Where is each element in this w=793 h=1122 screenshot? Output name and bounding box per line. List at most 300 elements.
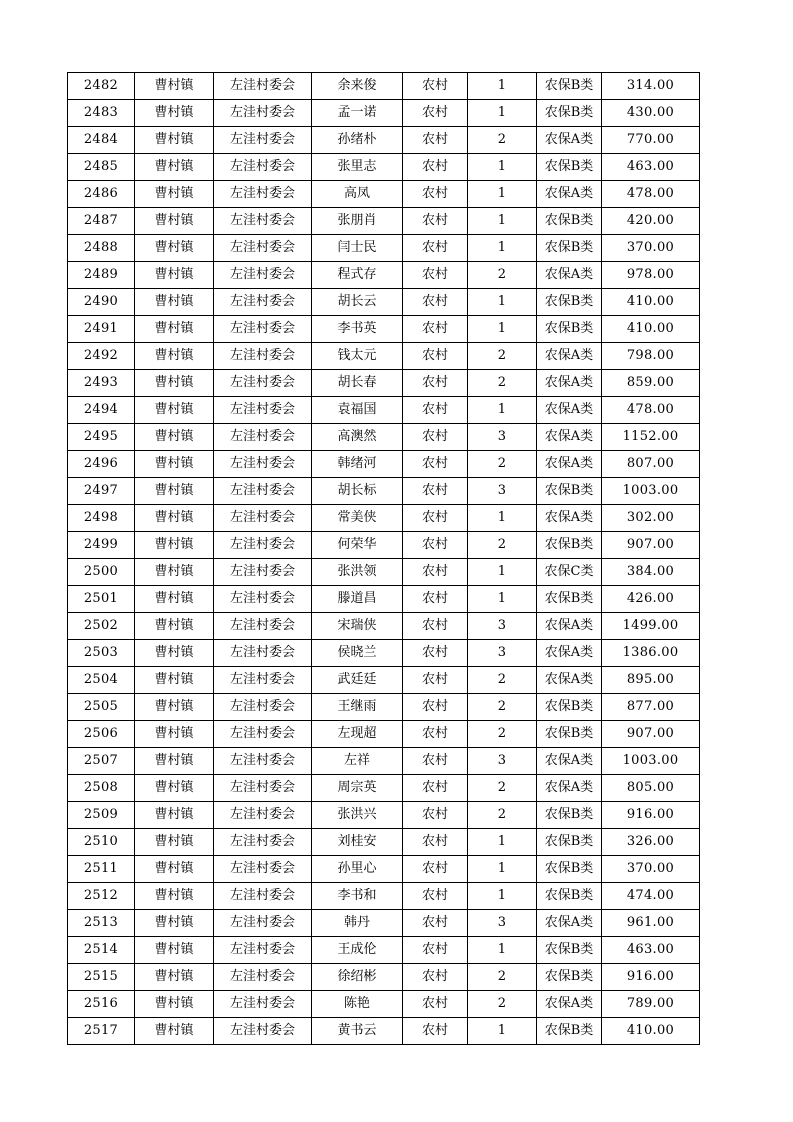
category-cell: 农保B类 <box>537 721 602 748</box>
household-type-cell: 农村 <box>403 964 468 991</box>
amount-cell: 907.00 <box>602 532 700 559</box>
serial-number-cell: 2485 <box>68 154 135 181</box>
serial-number-cell: 2484 <box>68 127 135 154</box>
household-type-cell: 农村 <box>403 883 468 910</box>
category-cell: 农保A类 <box>537 181 602 208</box>
household-size-cell: 2 <box>468 964 537 991</box>
name-cell: 徐绍彬 <box>312 964 403 991</box>
category-cell: 农保B类 <box>537 73 602 100</box>
serial-number-cell: 2489 <box>68 262 135 289</box>
household-type-cell: 农村 <box>403 532 468 559</box>
amount-cell: 384.00 <box>602 559 700 586</box>
table-row <box>68 775 700 802</box>
amount-cell: 326.00 <box>602 829 700 856</box>
category-cell: 农保A类 <box>537 991 602 1018</box>
name-cell: 胡长春 <box>312 370 403 397</box>
town-cell: 曹村镇 <box>135 721 214 748</box>
category-cell: 农保A类 <box>537 505 602 532</box>
table-row <box>68 262 700 289</box>
town-cell: 曹村镇 <box>135 910 214 937</box>
town-cell: 曹村镇 <box>135 667 214 694</box>
village-committee-cell: 左洼村委会 <box>214 721 312 748</box>
category-cell: 农保A类 <box>537 424 602 451</box>
household-size-cell: 1 <box>468 559 537 586</box>
household-size-cell: 1 <box>468 100 537 127</box>
town-cell: 曹村镇 <box>135 883 214 910</box>
amount-cell: 859.00 <box>602 370 700 397</box>
amount-cell: 420.00 <box>602 208 700 235</box>
table-row <box>68 964 700 991</box>
category-cell: 农保B类 <box>537 208 602 235</box>
household-type-cell: 农村 <box>403 613 468 640</box>
village-committee-cell: 左洼村委会 <box>214 991 312 1018</box>
serial-number-cell: 2491 <box>68 316 135 343</box>
name-cell: 张朋肖 <box>312 208 403 235</box>
name-cell: 左祥 <box>312 748 403 775</box>
household-size-cell: 1 <box>468 154 537 181</box>
household-size-cell: 1 <box>468 505 537 532</box>
name-cell: 钱太元 <box>312 343 403 370</box>
table-row <box>68 478 700 505</box>
household-type-cell: 农村 <box>403 370 468 397</box>
household-type-cell: 农村 <box>403 262 468 289</box>
village-committee-cell: 左洼村委会 <box>214 370 312 397</box>
town-cell: 曹村镇 <box>135 235 214 262</box>
amount-cell: 370.00 <box>602 856 700 883</box>
household-size-cell: 1 <box>468 829 537 856</box>
serial-number-cell: 2502 <box>68 613 135 640</box>
village-committee-cell: 左洼村委会 <box>214 316 312 343</box>
amount-cell: 426.00 <box>602 586 700 613</box>
town-cell: 曹村镇 <box>135 451 214 478</box>
amount-cell: 1003.00 <box>602 748 700 775</box>
serial-number-cell: 2508 <box>68 775 135 802</box>
category-cell: 农保B类 <box>537 289 602 316</box>
household-size-cell: 1 <box>468 316 537 343</box>
household-size-cell: 2 <box>468 667 537 694</box>
category-cell: 农保B类 <box>537 100 602 127</box>
amount-cell: 916.00 <box>602 964 700 991</box>
household-type-cell: 农村 <box>403 127 468 154</box>
serial-number-cell: 2509 <box>68 802 135 829</box>
table-row <box>68 343 700 370</box>
amount-cell: 474.00 <box>602 883 700 910</box>
village-committee-cell: 左洼村委会 <box>214 802 312 829</box>
household-type-cell: 农村 <box>403 829 468 856</box>
amount-cell: 463.00 <box>602 154 700 181</box>
amount-cell: 463.00 <box>602 937 700 964</box>
name-cell: 余来俊 <box>312 73 403 100</box>
table-row <box>68 640 700 667</box>
amount-cell: 907.00 <box>602 721 700 748</box>
household-type-cell: 农村 <box>403 154 468 181</box>
serial-number-cell: 2495 <box>68 424 135 451</box>
town-cell: 曹村镇 <box>135 505 214 532</box>
serial-number-cell: 2507 <box>68 748 135 775</box>
table-row <box>68 370 700 397</box>
village-committee-cell: 左洼村委会 <box>214 181 312 208</box>
household-size-cell: 1 <box>468 73 537 100</box>
town-cell: 曹村镇 <box>135 316 214 343</box>
household-type-cell: 农村 <box>403 991 468 1018</box>
amount-cell: 430.00 <box>602 100 700 127</box>
household-type-cell: 农村 <box>403 397 468 424</box>
household-size-cell: 2 <box>468 451 537 478</box>
category-cell: 农保B类 <box>537 532 602 559</box>
household-size-cell: 1 <box>468 181 537 208</box>
amount-cell: 805.00 <box>602 775 700 802</box>
town-cell: 曹村镇 <box>135 802 214 829</box>
table-row <box>68 424 700 451</box>
serial-number-cell: 2515 <box>68 964 135 991</box>
village-committee-cell: 左洼村委会 <box>214 667 312 694</box>
table-row <box>68 208 700 235</box>
serial-number-cell: 2504 <box>68 667 135 694</box>
category-cell: 农保B类 <box>537 1018 602 1045</box>
serial-number-cell: 2494 <box>68 397 135 424</box>
village-committee-cell: 左洼村委会 <box>214 451 312 478</box>
name-cell: 陈艳 <box>312 991 403 1018</box>
household-type-cell: 农村 <box>403 1018 468 1045</box>
category-cell: 农保B类 <box>537 478 602 505</box>
village-committee-cell: 左洼村委会 <box>214 775 312 802</box>
name-cell: 侯晓兰 <box>312 640 403 667</box>
serial-number-cell: 2498 <box>68 505 135 532</box>
town-cell: 曹村镇 <box>135 991 214 1018</box>
amount-cell: 410.00 <box>602 316 700 343</box>
household-size-cell: 1 <box>468 289 537 316</box>
household-size-cell: 3 <box>468 748 537 775</box>
category-cell: 农保B类 <box>537 154 602 181</box>
amount-cell: 877.00 <box>602 694 700 721</box>
table-row <box>68 559 700 586</box>
name-cell: 张洪领 <box>312 559 403 586</box>
category-cell: 农保B类 <box>537 316 602 343</box>
serial-number-cell: 2505 <box>68 694 135 721</box>
table-row <box>68 100 700 127</box>
household-type-cell: 农村 <box>403 73 468 100</box>
amount-cell: 410.00 <box>602 289 700 316</box>
amount-cell: 807.00 <box>602 451 700 478</box>
household-size-cell: 2 <box>468 532 537 559</box>
category-cell: 农保B类 <box>537 883 602 910</box>
town-cell: 曹村镇 <box>135 640 214 667</box>
category-cell: 农保A类 <box>537 748 602 775</box>
name-cell: 刘桂安 <box>312 829 403 856</box>
serial-number-cell: 2501 <box>68 586 135 613</box>
name-cell: 武廷廷 <box>312 667 403 694</box>
amount-cell: 302.00 <box>602 505 700 532</box>
household-size-cell: 2 <box>468 775 537 802</box>
category-cell: 农保A类 <box>537 127 602 154</box>
serial-number-cell: 2493 <box>68 370 135 397</box>
category-cell: 农保A类 <box>537 397 602 424</box>
village-committee-cell: 左洼村委会 <box>214 505 312 532</box>
amount-cell: 410.00 <box>602 1018 700 1045</box>
name-cell: 高澳然 <box>312 424 403 451</box>
amount-cell: 1386.00 <box>602 640 700 667</box>
village-committee-cell: 左洼村委会 <box>214 586 312 613</box>
town-cell: 曹村镇 <box>135 208 214 235</box>
table-row <box>68 748 700 775</box>
name-cell: 王继雨 <box>312 694 403 721</box>
amount-cell: 478.00 <box>602 181 700 208</box>
table-row <box>68 586 700 613</box>
name-cell: 韩丹 <box>312 910 403 937</box>
town-cell: 曹村镇 <box>135 613 214 640</box>
table-row <box>68 937 700 964</box>
serial-number-cell: 2497 <box>68 478 135 505</box>
amount-cell: 789.00 <box>602 991 700 1018</box>
village-committee-cell: 左洼村委会 <box>214 478 312 505</box>
name-cell: 高凤 <box>312 181 403 208</box>
town-cell: 曹村镇 <box>135 775 214 802</box>
serial-number-cell: 2490 <box>68 289 135 316</box>
village-committee-cell: 左洼村委会 <box>214 829 312 856</box>
table-row <box>68 694 700 721</box>
name-cell: 孟一诺 <box>312 100 403 127</box>
name-cell: 周宗英 <box>312 775 403 802</box>
town-cell: 曹村镇 <box>135 1018 214 1045</box>
village-committee-cell: 左洼村委会 <box>214 640 312 667</box>
amount-cell: 370.00 <box>602 235 700 262</box>
village-committee-cell: 左洼村委会 <box>214 262 312 289</box>
town-cell: 曹村镇 <box>135 829 214 856</box>
category-cell: 农保A类 <box>537 343 602 370</box>
household-type-cell: 农村 <box>403 937 468 964</box>
name-cell: 滕道昌 <box>312 586 403 613</box>
table-row <box>68 856 700 883</box>
serial-number-cell: 2503 <box>68 640 135 667</box>
town-cell: 曹村镇 <box>135 181 214 208</box>
name-cell: 闫士民 <box>312 235 403 262</box>
name-cell: 宋瑞侠 <box>312 613 403 640</box>
household-type-cell: 农村 <box>403 181 468 208</box>
category-cell: 农保A类 <box>537 262 602 289</box>
household-type-cell: 农村 <box>403 235 468 262</box>
table-body <box>68 73 700 1045</box>
name-cell: 李书英 <box>312 316 403 343</box>
category-cell: 农保A类 <box>537 613 602 640</box>
serial-number-cell: 2513 <box>68 910 135 937</box>
table-row <box>68 505 700 532</box>
table-row <box>68 910 700 937</box>
household-type-cell: 农村 <box>403 775 468 802</box>
name-cell: 李书和 <box>312 883 403 910</box>
table-row <box>68 1018 700 1045</box>
table-row <box>68 883 700 910</box>
category-cell: 农保A类 <box>537 910 602 937</box>
household-type-cell: 农村 <box>403 802 468 829</box>
household-size-cell: 1 <box>468 937 537 964</box>
household-size-cell: 2 <box>468 694 537 721</box>
town-cell: 曹村镇 <box>135 532 214 559</box>
town-cell: 曹村镇 <box>135 127 214 154</box>
serial-number-cell: 2517 <box>68 1018 135 1045</box>
name-cell: 胡长标 <box>312 478 403 505</box>
village-committee-cell: 左洼村委会 <box>214 100 312 127</box>
town-cell: 曹村镇 <box>135 370 214 397</box>
town-cell: 曹村镇 <box>135 856 214 883</box>
household-type-cell: 农村 <box>403 667 468 694</box>
town-cell: 曹村镇 <box>135 397 214 424</box>
table-row <box>68 181 700 208</box>
household-type-cell: 农村 <box>403 640 468 667</box>
village-committee-cell: 左洼村委会 <box>214 559 312 586</box>
allowance-table <box>67 72 700 1045</box>
village-committee-cell: 左洼村委会 <box>214 910 312 937</box>
name-cell: 韩绪河 <box>312 451 403 478</box>
village-committee-cell: 左洼村委会 <box>214 937 312 964</box>
category-cell: 农保A类 <box>537 370 602 397</box>
category-cell: 农保B类 <box>537 829 602 856</box>
household-size-cell: 2 <box>468 370 537 397</box>
name-cell: 常美侠 <box>312 505 403 532</box>
household-size-cell: 1 <box>468 235 537 262</box>
table-row <box>68 667 700 694</box>
serial-number-cell: 2483 <box>68 100 135 127</box>
household-size-cell: 2 <box>468 991 537 1018</box>
table-row <box>68 289 700 316</box>
table-row <box>68 235 700 262</box>
name-cell: 王成伦 <box>312 937 403 964</box>
town-cell: 曹村镇 <box>135 154 214 181</box>
village-committee-cell: 左洼村委会 <box>214 964 312 991</box>
household-size-cell: 3 <box>468 910 537 937</box>
household-size-cell: 3 <box>468 478 537 505</box>
amount-cell: 978.00 <box>602 262 700 289</box>
household-type-cell: 农村 <box>403 208 468 235</box>
category-cell: 农保B类 <box>537 856 602 883</box>
household-size-cell: 2 <box>468 802 537 829</box>
serial-number-cell: 2516 <box>68 991 135 1018</box>
household-size-cell: 1 <box>468 208 537 235</box>
name-cell: 孙绪朴 <box>312 127 403 154</box>
name-cell: 左现超 <box>312 721 403 748</box>
household-size-cell: 3 <box>468 424 537 451</box>
category-cell: 农保B类 <box>537 235 602 262</box>
amount-cell: 1152.00 <box>602 424 700 451</box>
household-type-cell: 农村 <box>403 748 468 775</box>
village-committee-cell: 左洼村委会 <box>214 883 312 910</box>
table-row <box>68 613 700 640</box>
village-committee-cell: 左洼村委会 <box>214 208 312 235</box>
household-type-cell: 农村 <box>403 559 468 586</box>
household-type-cell: 农村 <box>403 694 468 721</box>
village-committee-cell: 左洼村委会 <box>214 856 312 883</box>
household-size-cell: 1 <box>468 1018 537 1045</box>
serial-number-cell: 2488 <box>68 235 135 262</box>
table-row <box>68 451 700 478</box>
serial-number-cell: 2510 <box>68 829 135 856</box>
village-committee-cell: 左洼村委会 <box>214 748 312 775</box>
table-row <box>68 127 700 154</box>
amount-cell: 916.00 <box>602 802 700 829</box>
table-row <box>68 991 700 1018</box>
village-committee-cell: 左洼村委会 <box>214 154 312 181</box>
amount-cell: 895.00 <box>602 667 700 694</box>
category-cell: 农保A类 <box>537 667 602 694</box>
category-cell: 农保B类 <box>537 937 602 964</box>
household-type-cell: 农村 <box>403 856 468 883</box>
table-row <box>68 316 700 343</box>
town-cell: 曹村镇 <box>135 262 214 289</box>
category-cell: 农保C类 <box>537 559 602 586</box>
amount-cell: 961.00 <box>602 910 700 937</box>
amount-cell: 1499.00 <box>602 613 700 640</box>
name-cell: 张洪兴 <box>312 802 403 829</box>
table-row <box>68 397 700 424</box>
serial-number-cell: 2500 <box>68 559 135 586</box>
category-cell: 农保B类 <box>537 964 602 991</box>
serial-number-cell: 2487 <box>68 208 135 235</box>
household-type-cell: 农村 <box>403 478 468 505</box>
village-committee-cell: 左洼村委会 <box>214 532 312 559</box>
household-type-cell: 农村 <box>403 289 468 316</box>
serial-number-cell: 2482 <box>68 73 135 100</box>
household-size-cell: 2 <box>468 127 537 154</box>
household-type-cell: 农村 <box>403 316 468 343</box>
household-type-cell: 农村 <box>403 721 468 748</box>
name-cell: 黄书云 <box>312 1018 403 1045</box>
household-type-cell: 农村 <box>403 343 468 370</box>
serial-number-cell: 2499 <box>68 532 135 559</box>
household-size-cell: 3 <box>468 613 537 640</box>
town-cell: 曹村镇 <box>135 694 214 721</box>
household-size-cell: 1 <box>468 883 537 910</box>
village-committee-cell: 左洼村委会 <box>214 694 312 721</box>
table-row <box>68 802 700 829</box>
village-committee-cell: 左洼村委会 <box>214 73 312 100</box>
town-cell: 曹村镇 <box>135 586 214 613</box>
village-committee-cell: 左洼村委会 <box>214 1018 312 1045</box>
household-size-cell: 1 <box>468 856 537 883</box>
amount-cell: 770.00 <box>602 127 700 154</box>
amount-cell: 798.00 <box>602 343 700 370</box>
town-cell: 曹村镇 <box>135 73 214 100</box>
table-row <box>68 829 700 856</box>
table-row <box>68 154 700 181</box>
household-size-cell: 2 <box>468 343 537 370</box>
village-committee-cell: 左洼村委会 <box>214 235 312 262</box>
town-cell: 曹村镇 <box>135 964 214 991</box>
name-cell: 何荣华 <box>312 532 403 559</box>
village-committee-cell: 左洼村委会 <box>214 613 312 640</box>
town-cell: 曹村镇 <box>135 937 214 964</box>
category-cell: 农保A类 <box>537 775 602 802</box>
serial-number-cell: 2496 <box>68 451 135 478</box>
household-size-cell: 3 <box>468 640 537 667</box>
serial-number-cell: 2492 <box>68 343 135 370</box>
household-type-cell: 农村 <box>403 451 468 478</box>
village-committee-cell: 左洼村委会 <box>214 289 312 316</box>
category-cell: 农保B类 <box>537 694 602 721</box>
household-type-cell: 农村 <box>403 910 468 937</box>
village-committee-cell: 左洼村委会 <box>214 127 312 154</box>
village-committee-cell: 左洼村委会 <box>214 397 312 424</box>
household-size-cell: 1 <box>468 397 537 424</box>
category-cell: 农保A类 <box>537 451 602 478</box>
name-cell: 胡长云 <box>312 289 403 316</box>
serial-number-cell: 2512 <box>68 883 135 910</box>
town-cell: 曹村镇 <box>135 424 214 451</box>
amount-cell: 1003.00 <box>602 478 700 505</box>
town-cell: 曹村镇 <box>135 559 214 586</box>
town-cell: 曹村镇 <box>135 343 214 370</box>
name-cell: 孙里心 <box>312 856 403 883</box>
household-size-cell: 1 <box>468 586 537 613</box>
table-row <box>68 532 700 559</box>
